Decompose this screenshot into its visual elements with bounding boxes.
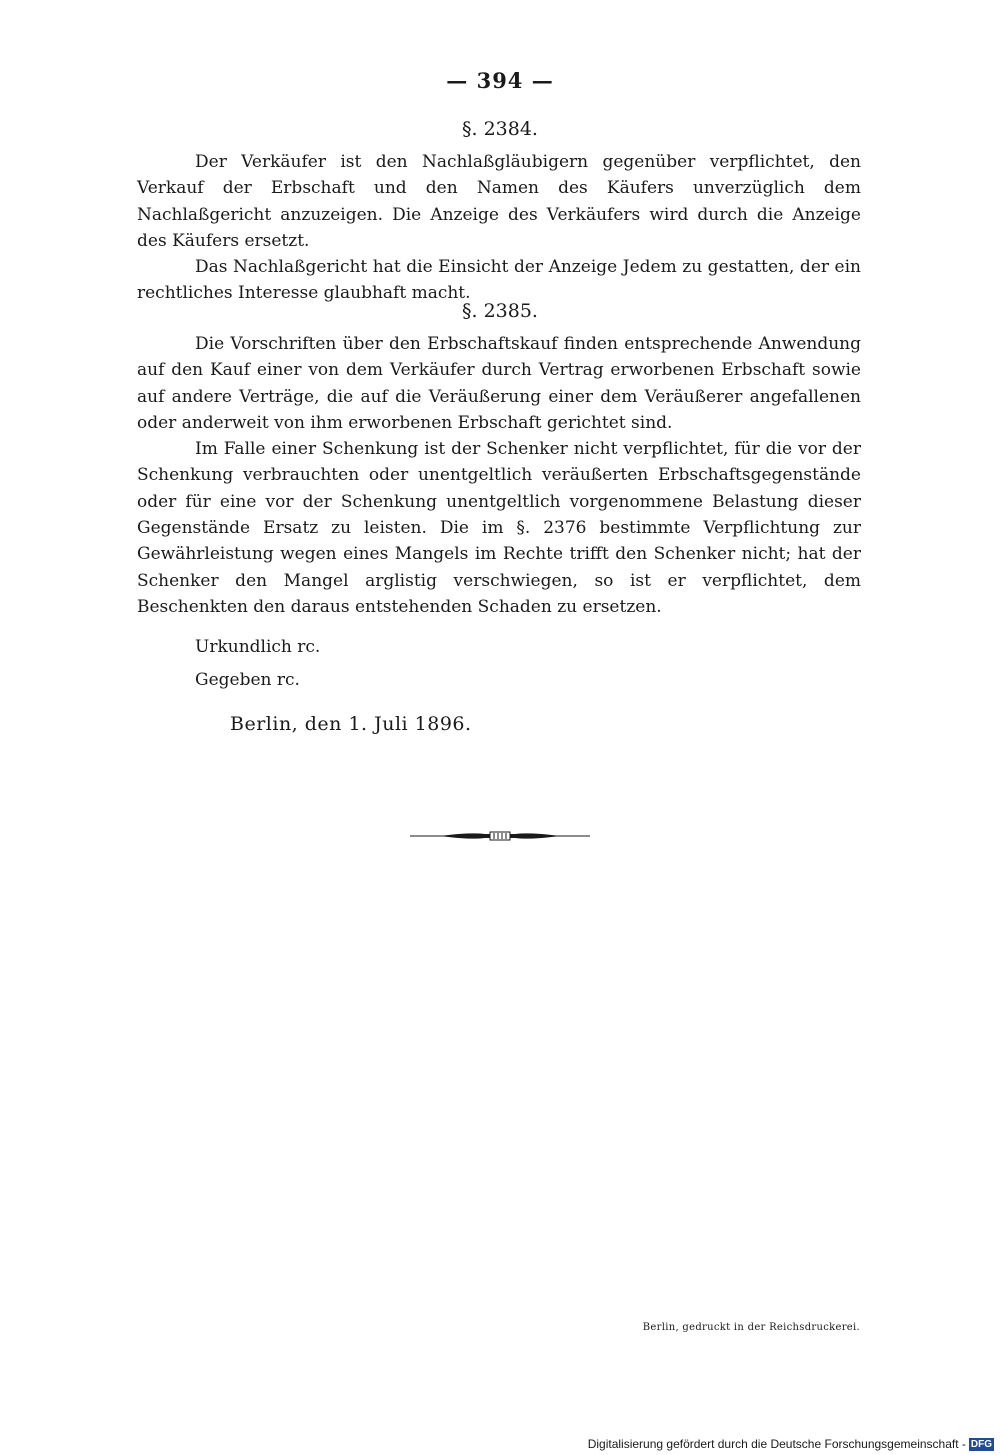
section-2384-body bbox=[137, 149, 861, 307]
paragraph: Das Nachlaßgericht hat die Einsicht der Anzeige Jedem zu gestatten, der ein rechtliches Interesse glaubhaft macht. bbox=[137, 257, 861, 304]
digitization-footer bbox=[588, 1437, 994, 1451]
dfg-logo: DFG bbox=[970, 1438, 992, 1450]
paragraph: Im Falle einer Schenkung ist der Schenker nicht verpflichtet, für die vor der Schenkung verbrauchten oder unentgeltlich veräußerten Erbschaftsgegenstände oder für eine vor der Schenkung unentgeltlich vorgenommene Belastung dieser Gegenstände Ersatz zu leisten. Die im §. 2376 bestimmte Verpflichtung zur Gewährleistung wegen eines Mangels im Rechte trifft den Schenker nicht; hat der Schenker den Mangel arglistig verschwiegen, so ist er verpflichtet, dem Beschenkten den daraus entstehenden Schaden zu ersetzen. bbox=[137, 439, 861, 617]
paragraph: Die Vorschriften über den Erbschaftskauf finden entsprechende Anwendung auf den Kauf einer von dem Verkäufer durch Vertrag erworbenen Erbschaft sowie auf andere Verträge, die auf die Veräußerung einer dem Veräußerer angefallenen oder anderweit von ihm erworbenen Erbschaft gerichtet sind. bbox=[137, 334, 861, 433]
date-line: Berlin, den 1. Juli 1896. bbox=[230, 713, 472, 735]
closing-urkundlich: Urkundlich rc. bbox=[195, 637, 321, 657]
ornament-divider-icon bbox=[410, 826, 590, 846]
footer-text: Digitalisierung gefördert durch die Deutsche Forschungsgemeinschaft - bbox=[587, 1437, 966, 1451]
paragraph: Der Verkäufer ist den Nachlaßgläubigern gegenüber verpflichtet, den Verkauf der Erbschaft und den Namen des Käufers unverzüglich dem Nachlaßgericht anzuzeigen. Die Anzeige des Verkäufers wird durch die Anzeige des Käufers ersetzt. bbox=[137, 152, 861, 251]
section-heading-2385: §. 2385. bbox=[462, 300, 538, 322]
printer-note: Berlin, gedruckt in der Reichsdruckerei. bbox=[642, 1322, 860, 1333]
page-number: — 394 — bbox=[446, 68, 554, 93]
section-heading-2384: §. 2384. bbox=[462, 118, 538, 140]
section-2385-body bbox=[137, 331, 861, 620]
closing-gegeben: Gegeben rc. bbox=[195, 670, 300, 690]
